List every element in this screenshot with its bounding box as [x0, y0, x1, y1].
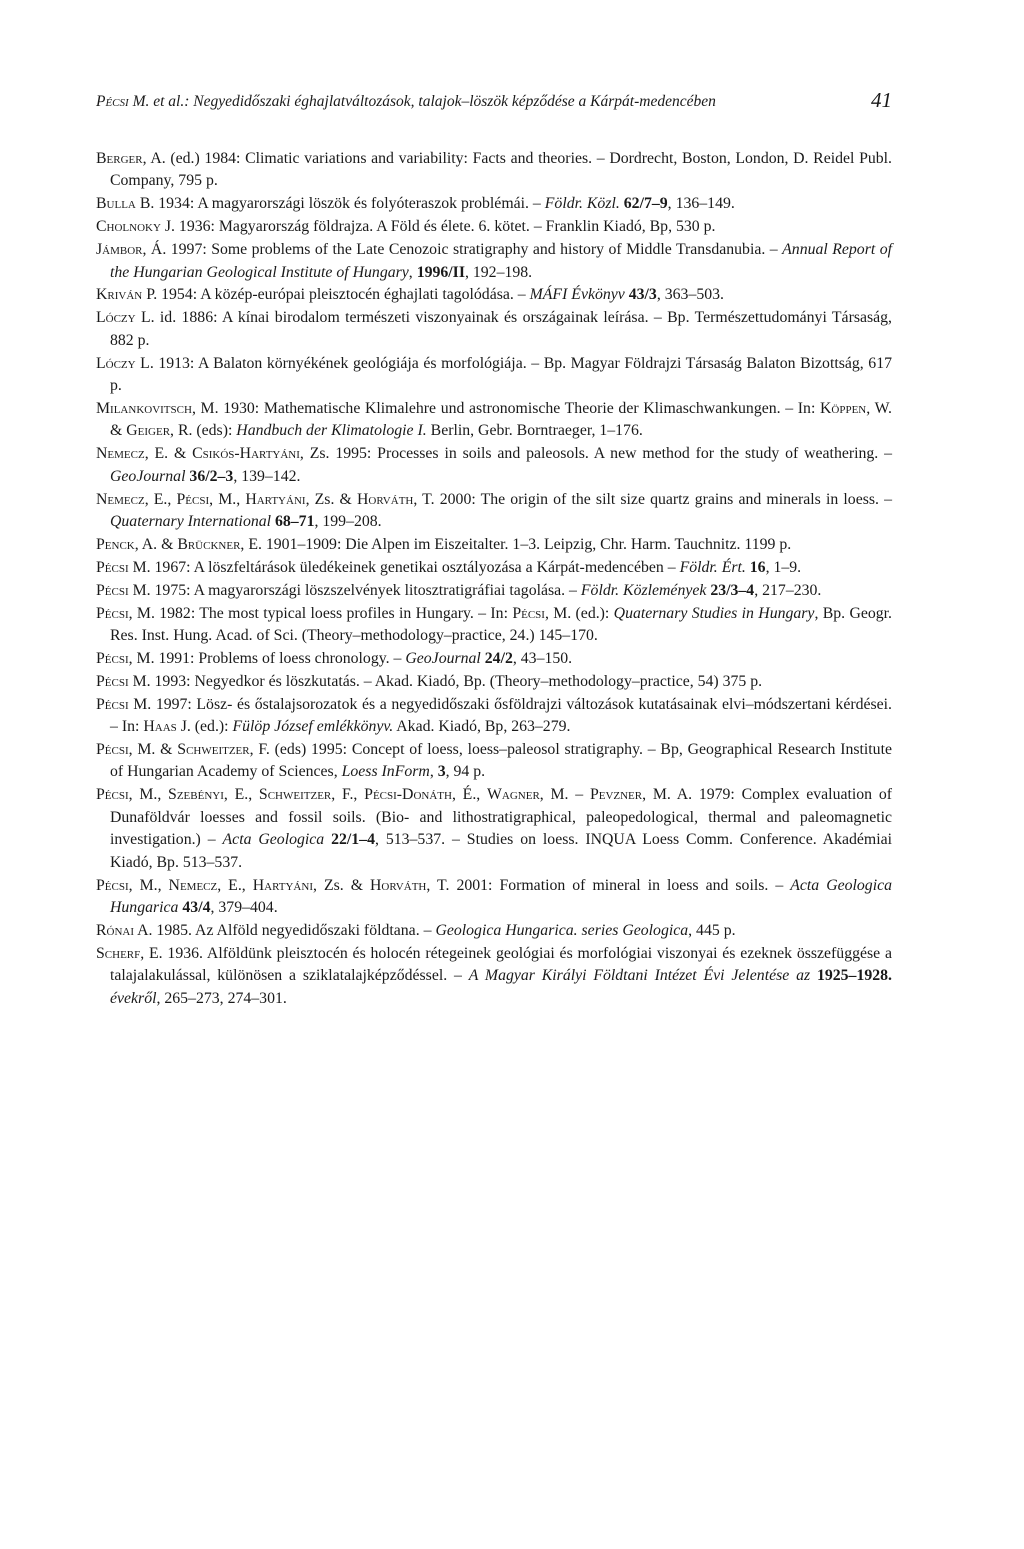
- reference-author: Rónai: [96, 921, 135, 939]
- reference-text: M. 1967: A löszfeltárások üledékeinek genetikai osztályozása a Kárpát-medencében –: [128, 558, 680, 576]
- reference-volume: 16: [745, 558, 766, 576]
- reference-entry: [96, 875, 892, 920]
- reference-author: Milankovitsch: [96, 399, 192, 417]
- reference-entry: [96, 216, 892, 238]
- reference-author: Pécsi: [96, 649, 129, 667]
- reference-author: Haas: [143, 718, 177, 736]
- reference-entry: [96, 603, 892, 648]
- reference-text: , Zs. &: [305, 490, 357, 508]
- reference-text: , 445 p.: [688, 921, 736, 939]
- reference-volume: 24/2: [480, 649, 513, 667]
- reference-author: Scherf: [96, 944, 141, 962]
- reference-text: , E.,: [217, 876, 253, 894]
- reference-author: Brückner: [177, 535, 241, 553]
- reference-source: Földr. Közl.: [544, 195, 620, 213]
- reference-text: Berlin, Gebr. Borntraeger, 1–176.: [426, 422, 643, 440]
- reference-author: Szebényi: [168, 786, 224, 804]
- reference-text: , A. (ed.) 1984: Climatic variations and variability: Facts and theories. – Dordrecht, Boston, London, D. Reidel Publ. Company, 795 p.: [110, 150, 892, 190]
- reference-author: Penck: [96, 535, 135, 553]
- reference-text: , T. 2001: Formation of mineral in loess and soils. –: [426, 876, 791, 894]
- reference-text: , 1–9.: [765, 558, 802, 576]
- reference-entry: [96, 694, 892, 739]
- reference-entry: [96, 534, 892, 556]
- reference-text: , T. 2000: The origin of the silt size quartz grains and minerals in loess. –: [413, 490, 892, 508]
- reference-text: , Bp. Geogr. Res. Inst. Hung. Acad. of Sci. (Theory–methodology–practice, 24.) 145–170.: [110, 604, 893, 645]
- reference-author: Geiger: [126, 422, 171, 440]
- reference-text: , Zs. 1995: Processes in soils and paleosols. A new method for the study of weathering. –: [299, 445, 892, 463]
- reference-text: , M. 1982: The most typical loess profiles in Hungary. – In:: [128, 604, 513, 622]
- reference-text: L. id. 1886: A kínai birodalom természeti viszonyainak és országainak leírása. – Bp. Természettudományi Társaság, 882 p.: [110, 309, 892, 349]
- reference-entry: [96, 943, 892, 1010]
- reference-author: Pécsi: [96, 741, 129, 759]
- running-head-author: Pécsi: [96, 93, 129, 110]
- reference-author: Csikós-Hartyáni: [192, 445, 300, 463]
- reference-author: Bulla: [96, 195, 136, 213]
- reference-text: , 363–503.: [656, 286, 724, 304]
- reference-author: Jámbor: [96, 241, 143, 259]
- reference-text: M. 1993: Negyedkor és löszkutatás. – Akad. Kiadó, Bp. (Theory–methodology–practice, 54) 375 p.: [128, 672, 763, 690]
- reference-source: Quaternary Studies in Hungary: [613, 604, 815, 622]
- reference-text: , Á. 1997: Some problems of the Late Cenozoic stratigraphy and history of Middle Transdanubia. –: [142, 241, 783, 259]
- reference-list: [96, 148, 892, 1010]
- reference-entry: [96, 398, 892, 443]
- reference-text: J. (ed.):: [176, 718, 233, 736]
- reference-text: , 265–273, 274–301.: [156, 989, 287, 1007]
- reference-author: Nemecz: [168, 876, 218, 894]
- reference-text: , F. (eds) 1995: Concept of loess, loess–paleosol stratigraphy. – Bp, Geographical Research Institute of Hungarian Academy of Sciences,: [110, 741, 892, 781]
- reference-text: , M.,: [209, 490, 246, 508]
- reference-source: GeoJournal: [405, 649, 481, 667]
- reference-entry: [96, 284, 892, 306]
- reference-author: Pécsi: [96, 581, 129, 599]
- reference-entry: [96, 353, 892, 398]
- reference-volume: 43/3: [624, 286, 657, 304]
- reference-source: Annual Report of the Hungarian Geological Institute of Hungary: [110, 241, 892, 281]
- reference-source: Földr. Közlemények: [580, 581, 707, 599]
- reference-entry: [96, 443, 892, 488]
- reference-text: M. 1997: Lösz- és őstalajsorozatok és a negyedidőszaki ősföldrajzi változások kutatásainak elvi–módszertani kérdései. – In:: [110, 695, 892, 736]
- reference-author: Pécsi: [176, 490, 210, 508]
- reference-text: , 94 p.: [445, 763, 486, 781]
- reference-source: A Magyar Királyi Földtani Intézet Évi Jelentése az: [468, 967, 811, 985]
- reference-author: Nemecz: [96, 445, 145, 463]
- reference-text: ,: [408, 263, 417, 281]
- reference-entry: [96, 920, 892, 942]
- reference-text: Akad. Kiadó, Bp, 263–279.: [393, 718, 571, 736]
- reference-source: Acta Geologica: [222, 831, 325, 849]
- reference-author: Pécsi: [96, 672, 129, 690]
- reference-text: , F.,: [331, 786, 365, 804]
- reference-text: , 513–537. – Studies on loess. INQUA Loess Comm. Conference. Akadémiai Kiadó, Bp. 513–537.: [110, 831, 892, 871]
- reference-volume: 23/3–4: [706, 581, 755, 599]
- reference-author: Nemecz: [96, 490, 145, 508]
- reference-text: , E. &: [144, 445, 193, 463]
- reference-text: , M. (ed.):: [544, 604, 614, 622]
- reference-source: Loess InForm: [341, 763, 430, 781]
- reference-text: , Zs. &: [312, 876, 370, 894]
- reference-text: , 217–230.: [754, 581, 822, 599]
- reference-author: Schweitzer: [177, 741, 250, 759]
- reference-text: , 199–208.: [314, 513, 382, 530]
- reference-text: P. 1954: A közép-európai pleisztocén éghajlati tagolódása. –: [142, 286, 530, 304]
- reference-source: Acta Geologica Hungarica: [110, 876, 892, 916]
- reference-author: Köppen: [819, 399, 867, 417]
- reference-author: Wagner: [486, 786, 540, 804]
- reference-author: Horváth: [357, 490, 414, 508]
- reference-text: , M. 1930: Mathematische Klimalehre und astronomische Theorie der Klimaschwankungen. – In:: [191, 399, 820, 417]
- reference-author: Hartyáni: [245, 490, 306, 508]
- reference-author: Pécsi-Donáth: [364, 786, 452, 804]
- reference-text: M. 1975: A magyarországi löszszelvények litosztratigráfiai tagolása. –: [128, 581, 581, 599]
- reference-entry: [96, 307, 892, 352]
- reference-text: , 43–150.: [512, 649, 573, 667]
- reference-author: Pécsi: [96, 695, 129, 713]
- reference-text: ,: [429, 763, 438, 781]
- reference-source: GeoJournal: [110, 467, 186, 485]
- reference-author: Lóczy: [96, 354, 136, 372]
- page-number: 41: [871, 88, 892, 112]
- reference-source: Quaternary International: [110, 513, 272, 530]
- reference-source: Geologica Hungarica. series Geologica: [435, 921, 689, 939]
- reference-text: , W. &: [110, 399, 892, 440]
- reference-text: A. 1985. Az Alföld negyedidőszaki földtana. –: [134, 921, 436, 939]
- running-head-author-rest: M. et al.:: [128, 93, 194, 110]
- reference-entry: [96, 671, 892, 693]
- reference-text: , É.,: [451, 786, 487, 804]
- reference-entry: [96, 580, 892, 602]
- reference-volume: 22/1–4: [324, 831, 375, 849]
- reference-text: J. 1936: Magyarország földrajza. A Föld és élete. 6. kötet. – Franklin Kiadó, Bp, 530 p.: [160, 218, 716, 236]
- running-head-title: Negyedidőszaki éghajlatváltozások, talajok–löszök képződése a Kárpát-medencében: [193, 93, 716, 110]
- reference-text: , A. &: [134, 535, 178, 553]
- reference-author: Pécsi: [96, 786, 129, 804]
- reference-author: Cholnoky: [96, 218, 161, 236]
- reference-entry: [96, 557, 892, 579]
- reference-text: , 379–404.: [210, 898, 278, 916]
- reference-volume: 68–71: [271, 513, 315, 530]
- running-head: [96, 88, 892, 116]
- reference-text: , 136–149.: [667, 195, 735, 213]
- reference-entry: [96, 193, 892, 215]
- reference-entry: [96, 784, 892, 874]
- reference-source: Földr. Ért.: [679, 558, 746, 576]
- reference-volume: 3: [437, 763, 446, 781]
- reference-source: Handbuch der Klimatologie I.: [236, 422, 427, 440]
- reference-volume: 1925–1928.: [810, 967, 892, 985]
- running-title: [96, 88, 716, 116]
- reference-text: , M. 1991: Problems of loess chronology. –: [128, 649, 406, 667]
- reference-text: , M. &: [128, 741, 178, 759]
- reference-text: L. 1913: A Balaton környékének geológiája és morfológiája. – Bp. Magyar Földrajzi Társaság Balaton Bizottság, 617 p.: [110, 354, 892, 395]
- reference-author: Horváth: [370, 876, 427, 894]
- reference-volume: 1996/II: [416, 263, 465, 281]
- reference-author: Pevzner: [589, 786, 643, 804]
- reference-text: , E.,: [144, 490, 177, 508]
- reference-source: MÁFI Évkönyv: [529, 286, 625, 304]
- reference-entry: [96, 648, 892, 670]
- reference-text: , 192–198.: [464, 263, 533, 281]
- reference-author: Pécsi: [96, 876, 129, 894]
- reference-source: évekről: [110, 989, 157, 1007]
- reference-text: , M.,: [128, 786, 169, 804]
- reference-text: , E.,: [223, 786, 259, 804]
- reference-entry: [96, 239, 892, 284]
- reference-author: Kriván: [96, 286, 143, 304]
- reference-author: Pécsi: [96, 558, 129, 576]
- reference-text: , M.,: [128, 876, 169, 894]
- reference-author: Hartyáni: [252, 876, 313, 894]
- reference-author: Schweitzer: [258, 786, 332, 804]
- reference-author: Berger: [96, 150, 143, 167]
- reference-text: , R. (eds):: [170, 422, 237, 440]
- reference-author: Lóczy: [96, 309, 136, 327]
- reference-source: Fülöp József emlékkönyv.: [232, 718, 394, 736]
- reference-author: Pécsi: [96, 604, 129, 622]
- reference-entry: [96, 148, 892, 193]
- reference-entry: [96, 489, 892, 534]
- reference-volume: 43/4: [178, 898, 211, 916]
- reference-volume: 36/2–3: [185, 467, 234, 485]
- reference-volume: 62/7–9: [619, 195, 668, 213]
- reference-text: , E. 1936. Alföldünk pleisztocén és holocén rétegeinek geológiai és morfológiai viszonyai és ezeknek összefüggése a talajalakulással, különösen a sziklatalajképződéssel. –: [110, 944, 892, 985]
- reference-text: , E. 1901–1909: Die Alpen im Eiszeitalter. 1–3. Leipzig, Chr. Harm. Tauchnitz. 1199 p.: [240, 535, 792, 553]
- reference-text: , 139–142.: [233, 467, 301, 485]
- reference-text: , M. A. 1979: Complex evaluation of Dunaföldvár loesses and fossil soils. (Bio- and lithostratigraphical, paleopedological, thermal and paleomagnetic investigation.) –: [110, 786, 892, 849]
- reference-author: Pécsi: [512, 604, 545, 622]
- reference-text: , M. –: [539, 786, 590, 804]
- reference-text: B. 1934: A magyarországi löszök és folyóteraszok problémái. –: [135, 195, 545, 213]
- reference-entry: [96, 739, 892, 784]
